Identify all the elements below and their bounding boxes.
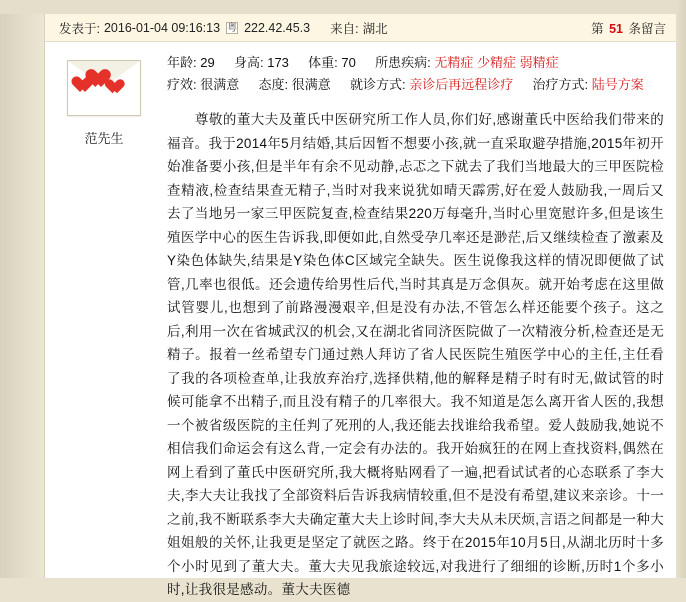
page-right-margin	[676, 0, 686, 578]
floor-number: 51	[609, 21, 623, 36]
consult-value: 亲诊后再远程诊疗	[409, 77, 514, 92]
effect-value: 很满意	[200, 77, 240, 92]
floor-prefix: 第	[591, 21, 604, 36]
author-column	[45, 42, 163, 578]
disease-values: 无精症 少精症 弱精症	[434, 55, 559, 70]
post-header	[45, 14, 676, 42]
posted-time: 2016-01-04 09:16:13	[103, 20, 221, 35]
post-card	[44, 14, 676, 597]
heart-icon	[109, 80, 125, 94]
disease-label: 所患疾病:	[375, 55, 431, 70]
post-body	[45, 42, 676, 597]
page-top-margin	[0, 0, 686, 14]
author-name: 范先生	[84, 131, 124, 146]
attitude-value: 很满意	[291, 77, 331, 92]
height-value: 173	[267, 55, 289, 70]
weight-value: 70	[341, 55, 356, 70]
patient-stats-line	[167, 52, 664, 74]
ip-address: 222.42.45.3	[244, 20, 311, 35]
treatment-stats-line	[167, 74, 664, 96]
age-label: 年龄:	[167, 55, 197, 70]
treatment-value: 陆号方案	[591, 77, 644, 92]
floor-counter	[591, 19, 666, 37]
posted-label: 发表于:	[59, 21, 100, 36]
treatment-label: 治疗方式:	[532, 77, 589, 92]
height-label: 身高:	[233, 55, 264, 70]
post-header-left	[59, 19, 388, 37]
consult-label: 就诊方式:	[350, 77, 406, 92]
floor-suffix: 条留言	[628, 21, 666, 36]
from-value: 湖北	[362, 21, 388, 36]
weight-label: 体重:	[308, 55, 338, 70]
post-article-text: 尊敬的董大夫及董氏中医研究所工作人员,你们好,感谢董氏中医给我们带来的福音。我于2014年5月结婚,其后因暂不想要小孩,就一直采取避孕措施,2015年初开始准备要小孩,但是半年有余不见动静,忐忑之下就去了我们当地最大的三甲医院检查精液,检查结果查无精子,当时对我来说犹如晴天霹雳,好在爱人鼓励我,一周后又去了当地另一家三甲医院复查,检查结果220万每毫升,当时心里宽慰许多,但是该生殖医学中心的医生告诉我,即便如此,自然受孕几率还是渺茫,后又继续检查了激素及Y染色体缺失,结果是Y染色体C区域完全缺失。医生说像我这样的情况即便做了试管,几率也很低。还会遗传给男性后代,当时其真是万念俱灰。就开始考虑在这里做试管婴儿,也想到了前路漫漫艰辛,但是没有办法,不管怎么样还能要个孩子。这之后,利用一次在省城武汉的机会,又在湖北省同济医院做了一次精液分析,检查还是无精子。报着一丝希望专门通过熟人拜访了省人民医院生殖医学中心的主任,主任看了我的各项检查单,让我放弃治疗,选择供精,他的解释是精子时有时无,做试管的时候可能拿不出精子,而且没有精子的几率很大。我不知道是怎么离开省人医的,我想一个被省级医院的主任判了死刑的人,我还能去找谁给我希望。爱人鼓励我,她说不相信我们命运会有这么背,一定会有办法的。我开始疯狂的在网上查找资料,偶然在网上看到了董氏中医研究所,我大概将贴网看了一遍,把看试试者的心态联系了李大夫,李大夫让我找了全部资料后告诉我病情较重,但不是没有希望,建议来亲诊。十一之前,我不断联系李大夫确定董大夫上诊时间,李大夫从未厌烦,言语之间都是一种大姐姐般的关怀,让我更是坚定了就医之路。终于在2015年10月5日,从湖北历时十多个小时见到了董大夫。董大夫见我旅途较远,对我进行了细细的诊断,历时1个多小时,让我很是感动。董大夫医德	[167, 112, 664, 597]
effect-label: 疗效:	[167, 77, 197, 92]
age-value: 29	[200, 55, 215, 70]
page-left-margin	[0, 0, 45, 578]
content-column	[163, 42, 676, 597]
envelope-hearts-icon	[67, 60, 141, 116]
from-label: 来自:	[330, 21, 359, 36]
attitude-label: 态度:	[258, 77, 289, 92]
ip-region-icon: 粤	[227, 22, 238, 34]
